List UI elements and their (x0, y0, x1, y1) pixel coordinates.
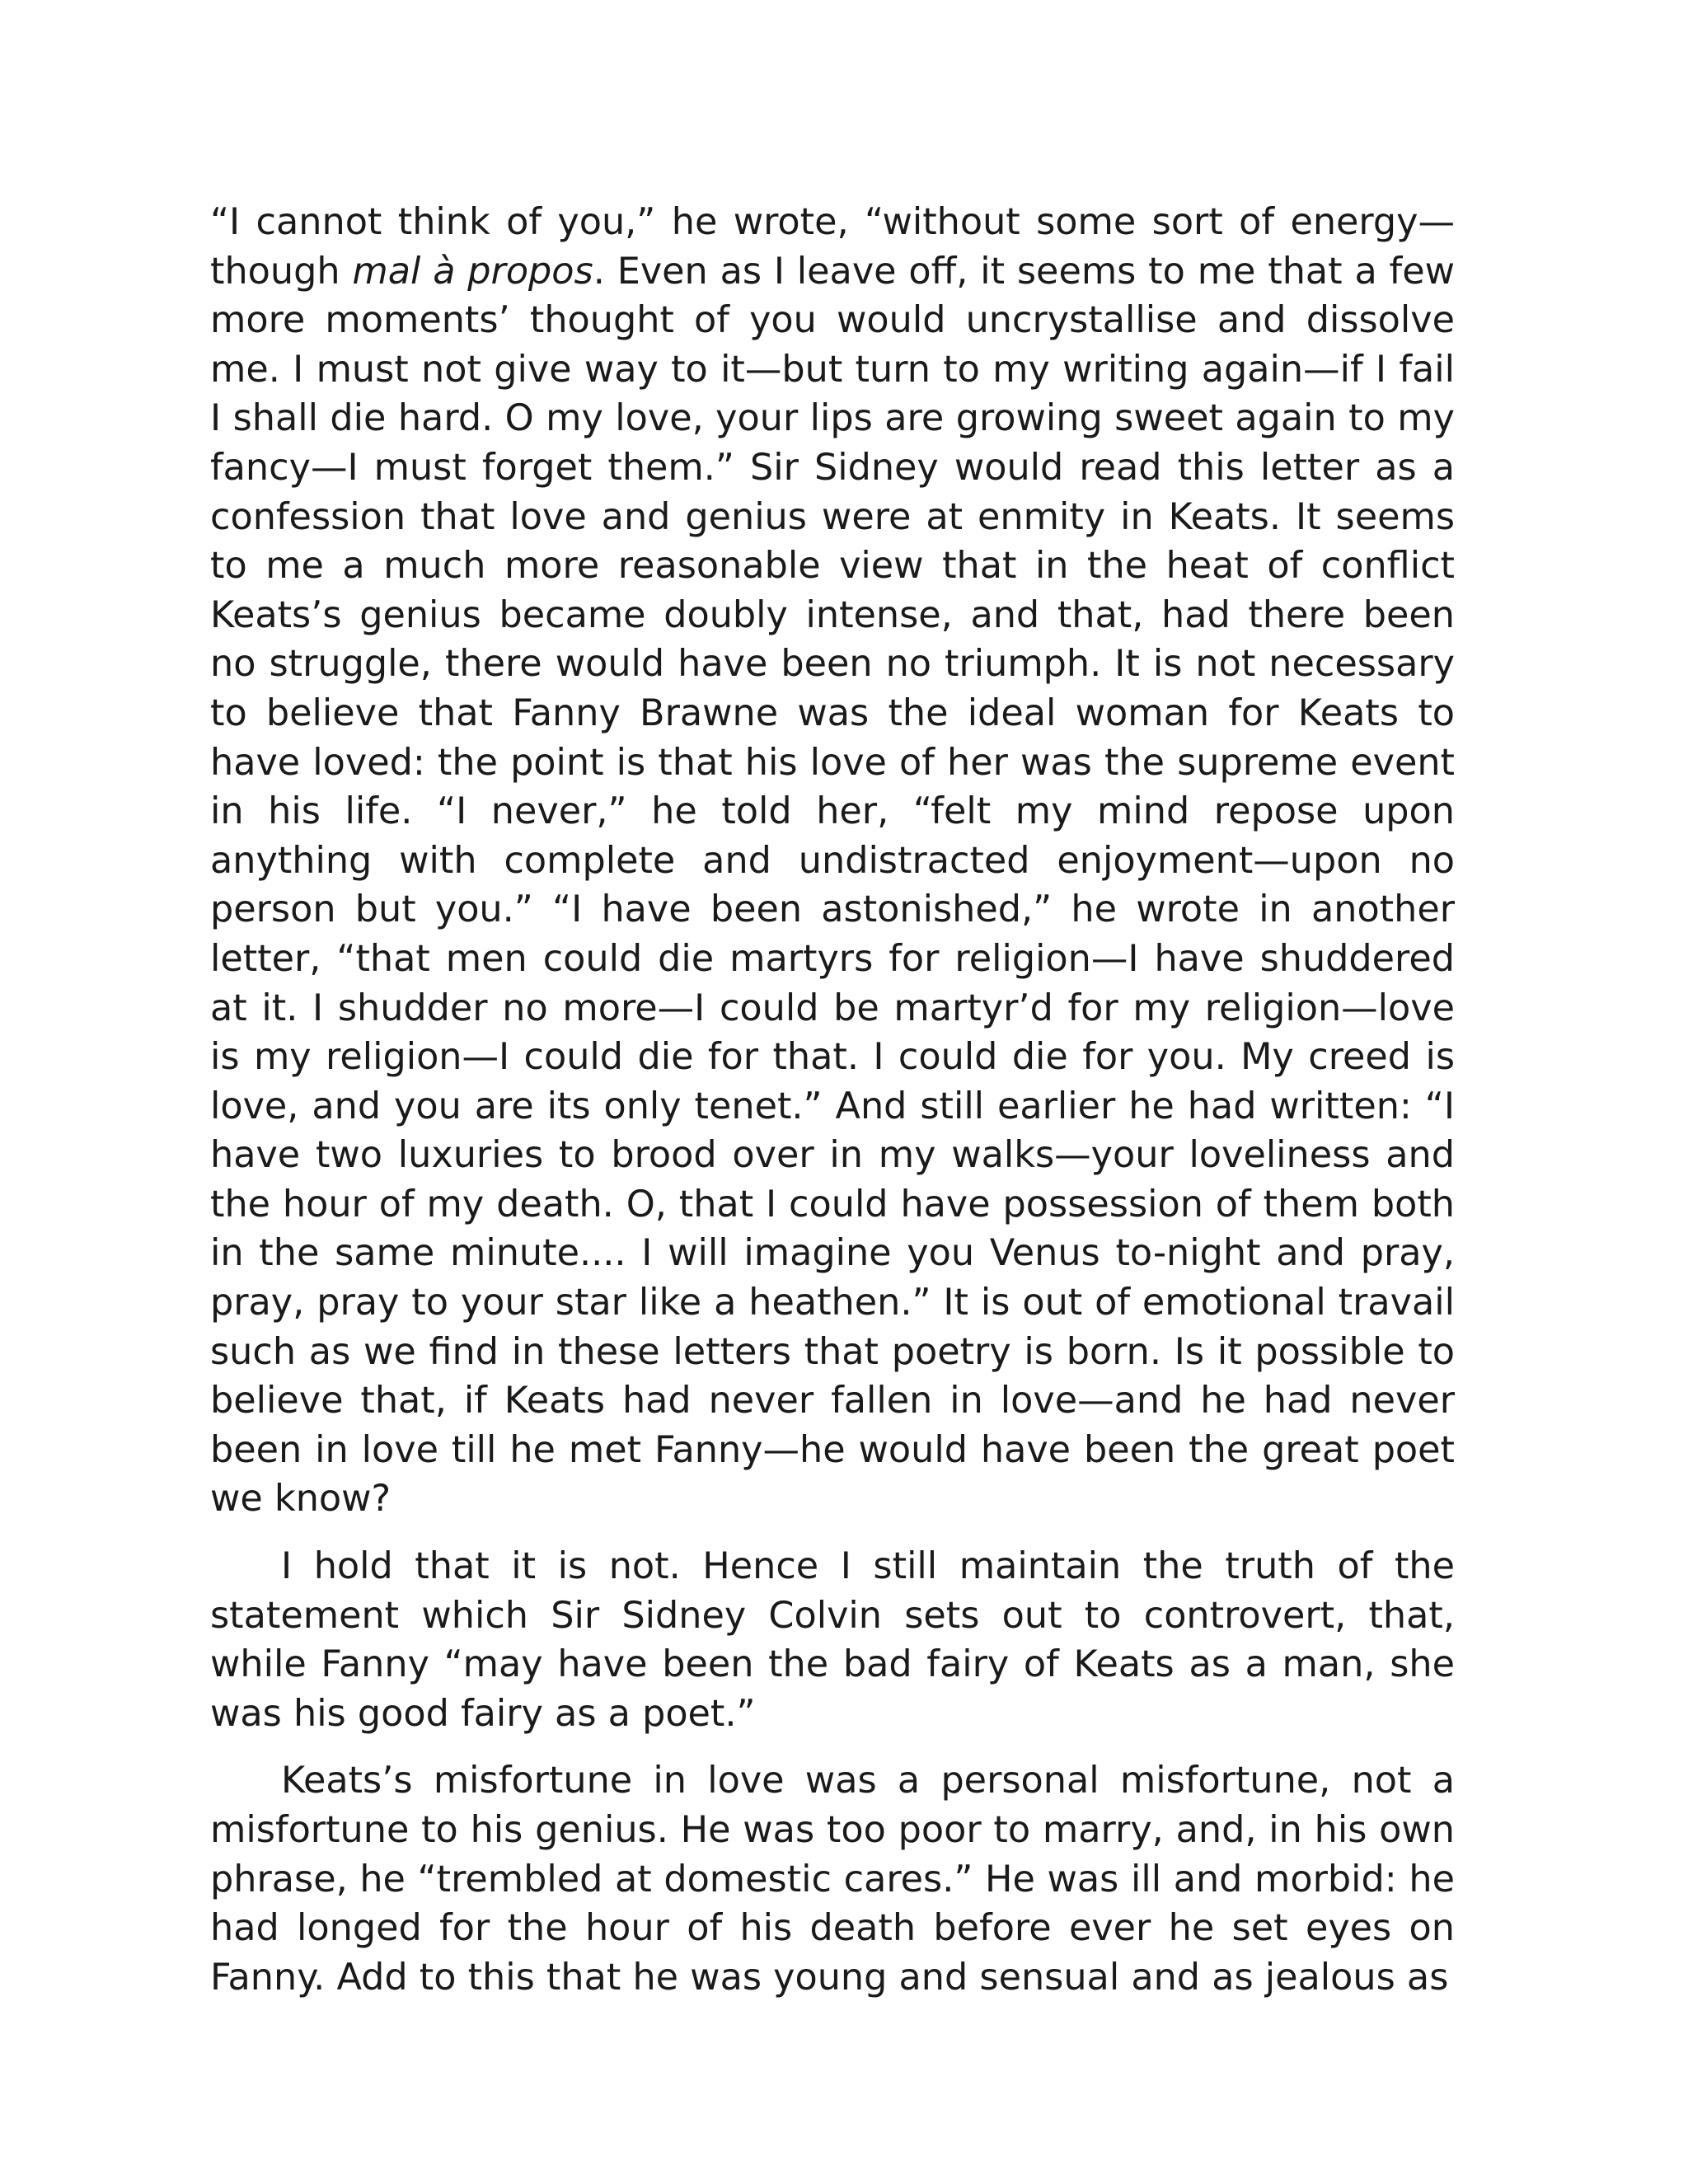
paragraph-3 (210, 1756, 1455, 2002)
body-text (210, 198, 1455, 2002)
text-run: “I cannot think of you,” he wrote, “without some sort of energy—though (210, 201, 1455, 293)
italic-phrase: mal à propos (352, 250, 593, 293)
paragraph-2 (210, 1542, 1455, 1738)
paragraph-1 (210, 198, 1455, 1524)
text-run: Keats’s misfortune in love was a personal misfortune, not a misfortune to his genius. He was too poor to marry, and, in his own phrase, he “trembled at domestic cares.” He was ill and morbid: he had longed for the hour of his death before ever he set eyes on Fanny. Add to this that he was young and sensual and as jealous as (210, 1760, 1455, 1999)
text-run: I hold that it is not. Hence I still maintain the truth of the statement which Sir Sidney Colvin sets out to controvert, that, while Fanny “may have been the bad fairy of Keats as a man, she was his good fairy as a poet.” (210, 1545, 1455, 1735)
text-run: . Even as I leave off, it seems to me that a few more moments’ thought of you would uncrystallise and dissolve me. I must not give way to it—but turn to my writing again—if I fail I shall die hard. O my love, your lips are growing sweet again to my fancy—I must forget them.” Sir Sidney would read this letter as a confession that love and genius were at enmity in Keats. It seems to me a much more reasonable view that in the heat of conflict Keats’s genius became doubly intense, and that, had there been no struggle, there would have been no triumph. It is not necessary to believe that Fanny Brawne was the ideal woman for Keats to have loved: the point is that his love of her was the supreme event in his life. “I never,” he told her, “felt my mind repose upon anything with complete and undistracted enjoyment—upon no person but you.” “I have been astonished,” he wrote in another letter, “that men could die martyrs for religion—I have shuddered at it. I shudder no more—I could be martyr’d for my religion—love is my religion—I could die for that. I could die for you. My creed is love, and you are its only tenet.” And still earlier he had written: “I have two luxuries to brood over in my walks—your loveliness and the hour of my death. O, that I could have possession of them both in the same minute.... I will imagine you Venus to-night and pray, pray, pray to your star like a heathen.” It is out of emotional travail such as we find in these letters that poetry is born. Is it possible to believe that, if Keats had never fallen in love—and he had never been in love till he met Fanny—he would have been the great poet we know? (210, 250, 1455, 1521)
